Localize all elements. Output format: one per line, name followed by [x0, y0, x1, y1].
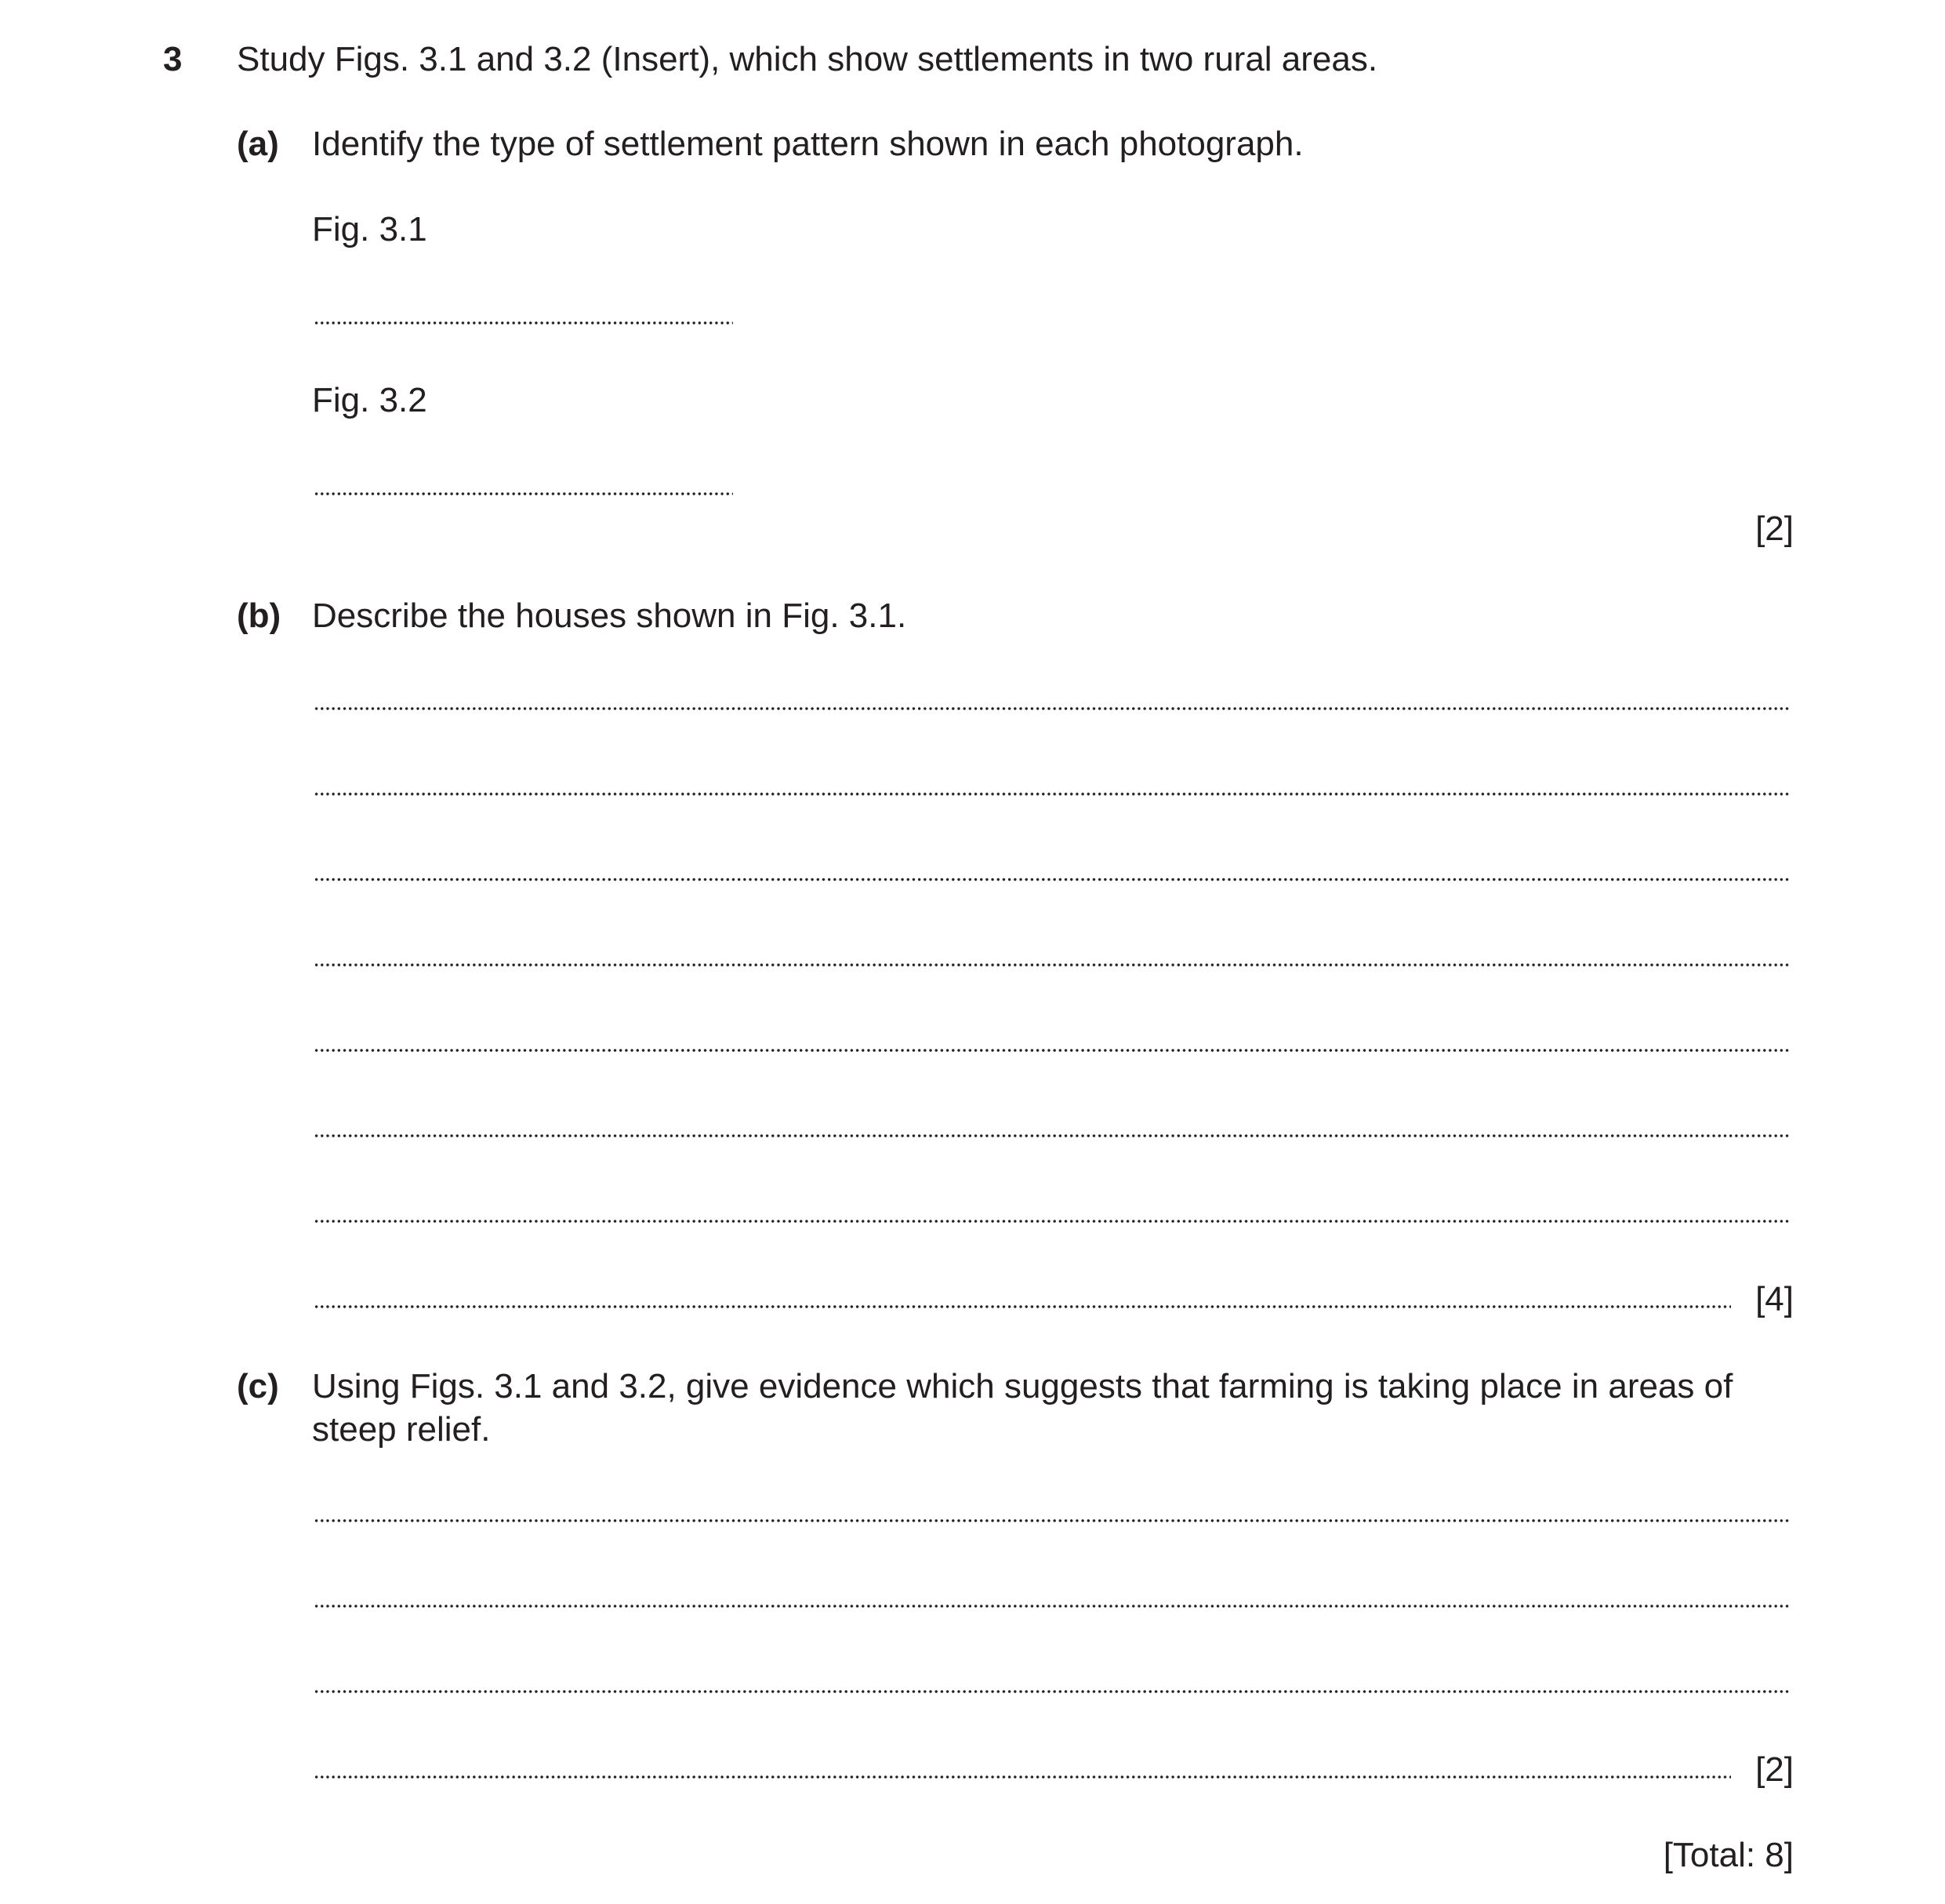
part-b-answer-line[interactable] [314, 1305, 1731, 1308]
part-a-label: (a) [237, 125, 279, 163]
question-number: 3 [163, 40, 183, 78]
fig1-answer-line[interactable] [314, 321, 733, 325]
fig2-answer-line[interactable] [314, 492, 733, 495]
part-b-answer-line[interactable] [314, 1049, 1791, 1052]
part-c-answer-line[interactable] [314, 1605, 1791, 1608]
part-c-answer-line[interactable] [314, 1690, 1791, 1693]
part-b-answer-line[interactable] [314, 707, 1791, 710]
fig2-label: Fig. 3.2 [312, 381, 427, 419]
part-a-prompt: Identify the type of settlement pattern shown in each photograph. [312, 125, 1304, 163]
part-b-marks: [4] [1755, 1280, 1794, 1318]
part-c-prompt-line2: steep relief. [312, 1410, 491, 1449]
part-b-answer-line[interactable] [314, 878, 1791, 881]
part-b-prompt: Describe the houses shown in Fig. 3.1. [312, 597, 907, 635]
part-b-label: (b) [237, 597, 281, 635]
part-b-answer-line[interactable] [314, 1134, 1791, 1137]
part-c-label: (c) [237, 1367, 279, 1405]
part-b-answer-line[interactable] [314, 792, 1791, 796]
part-c-answer-line[interactable] [314, 1519, 1791, 1522]
question-stem: Study Figs. 3.1 and 3.2 (Insert), which show settlements in two rural areas. [237, 40, 1378, 78]
part-c-marks: [2] [1755, 1750, 1794, 1789]
part-b-answer-line[interactable] [314, 963, 1791, 967]
fig1-label: Fig. 3.1 [312, 210, 427, 248]
part-c-answer-line[interactable] [314, 1775, 1731, 1779]
part-b-answer-line[interactable] [314, 1220, 1791, 1223]
part-c-prompt-line1: Using Figs. 3.1 and 3.2, give evidence which suggests that farming is taking place in areas of [312, 1367, 1733, 1405]
part-a-marks: [2] [1755, 510, 1794, 548]
total-marks: [Total: 8] [1663, 1836, 1794, 1874]
